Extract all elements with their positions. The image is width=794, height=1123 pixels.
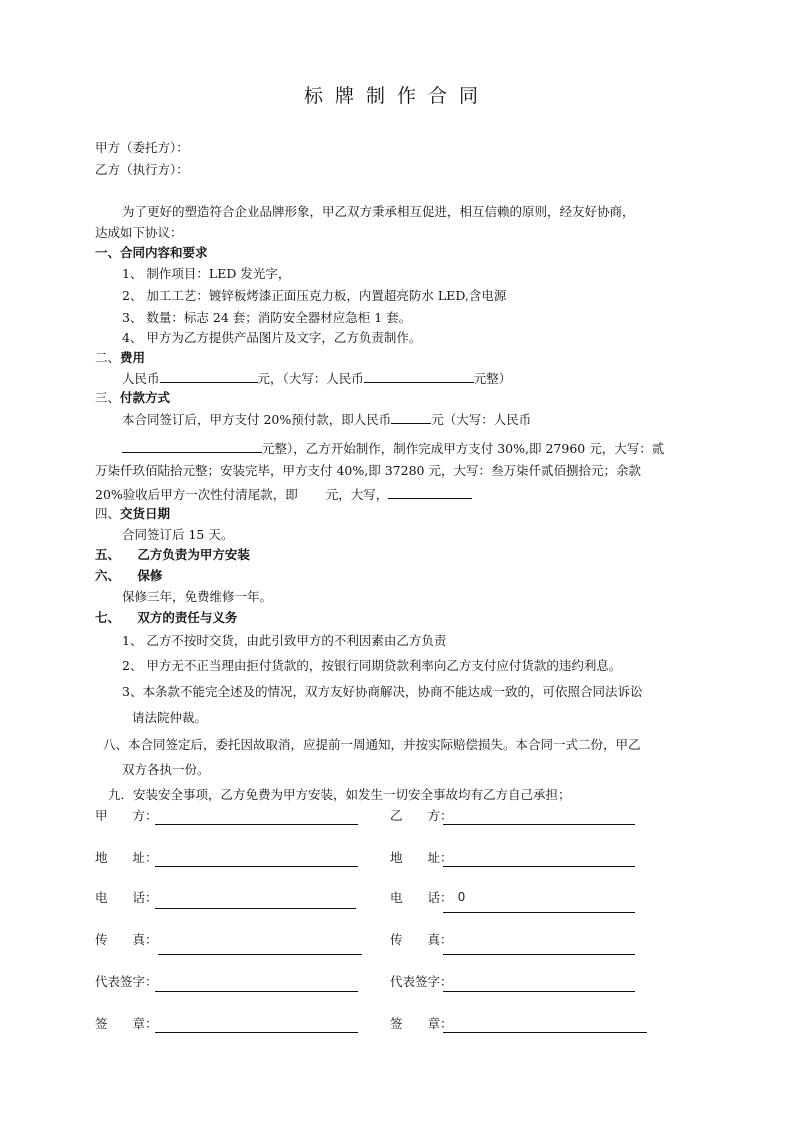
- t: 本合同签订后，甲方支付 20%预付款，即人民币: [122, 412, 392, 427]
- s7-item-cont: 请法院仲裁。: [132, 710, 208, 725]
- phone-label-a: 电 话：: [95, 890, 158, 905]
- section-9: 九．安装安全事项，乙方免费为甲方安装，如发生一切安全事故均有乙方自己承担；: [108, 787, 571, 802]
- sign-line[interactable]: [443, 824, 635, 825]
- s1-item: 1、 制作项目：LED 发光字，: [122, 266, 291, 281]
- s1-item: 3、 数量：标志 24 套；消防安全器材应急柜 1 套。: [122, 310, 412, 325]
- seal-label-b: 签 章：: [390, 1016, 453, 1031]
- sign-line[interactable]: [155, 866, 358, 867]
- address-label-a: 地 址：: [95, 850, 158, 865]
- sign-line[interactable]: [443, 912, 635, 913]
- fax-label-b: 传 真：: [390, 932, 453, 947]
- section-4-heading: [95, 506, 170, 522]
- t: 元，大写，: [325, 487, 389, 502]
- sign-line[interactable]: [155, 1032, 358, 1033]
- seal-label-a: 签 章：: [95, 1016, 158, 1031]
- s7-item: 2、 甲方无不正当理由拒付货款的，按银行同期贷款利率向乙方支付应付货款的违约利息。: [122, 658, 622, 673]
- warranty-text: 保修三年，免费维修一年。: [122, 589, 273, 604]
- payment-line: [95, 486, 472, 503]
- party-a-label: 甲方（委托方）：: [95, 140, 189, 155]
- section-3-heading: [95, 390, 170, 406]
- t: 元（大写：人民币: [431, 412, 532, 427]
- payment-line: [122, 411, 531, 428]
- sign-line[interactable]: [443, 1032, 647, 1033]
- section-8: 八、本合同签定后，委托因故取消，应提前一周通知，并按实际赔偿损失。本合同一式二份，甲乙: [103, 737, 641, 752]
- amount-words-blank[interactable]: [364, 370, 474, 383]
- payment-line: [122, 440, 664, 457]
- section-6-heading: 六、 保修: [95, 568, 163, 583]
- party-b-label: 乙方（执行方）：: [95, 162, 189, 177]
- sign-label-b: 乙 方：: [390, 808, 453, 823]
- t: 元整）: [473, 371, 512, 386]
- heading: 交货日期: [120, 506, 171, 521]
- section-8-cont: 双方各执一份。: [122, 762, 210, 777]
- num: 三、: [95, 390, 121, 405]
- section-5-heading: 五、 乙方负责为甲方安装: [95, 547, 250, 562]
- heading: 费用: [120, 350, 146, 365]
- num: 二、: [95, 350, 121, 365]
- delivery-text: 合同签订后 15 天。: [122, 527, 234, 542]
- sign-line[interactable]: [158, 954, 362, 955]
- fax-label-a: 传 真：: [95, 932, 158, 947]
- page-title: 标牌制作合同: [303, 85, 490, 107]
- num: 四、: [95, 506, 121, 521]
- t: 人民币: [122, 371, 160, 386]
- sign-line[interactable]: [155, 991, 358, 992]
- payment-line: 万柒仟玖佰陆拾元整；安装完毕，甲方支付 40%,即 37280 元，大写：叁万柒仟贰佰捌拾元；余款: [95, 463, 641, 478]
- sign-line[interactable]: [155, 824, 358, 825]
- s7-item: 1、 乙方不按时交货，由此引致甲方的不利因素由乙方负责: [122, 633, 447, 648]
- sign-line[interactable]: [155, 908, 356, 909]
- rep-label-b: 代表签字：: [390, 974, 453, 989]
- t: 元，（大写：人民币: [257, 371, 364, 386]
- section-2-heading: [95, 350, 145, 366]
- blank[interactable]: [122, 440, 262, 453]
- amount-blank[interactable]: [160, 370, 258, 383]
- blank[interactable]: [391, 411, 431, 424]
- intro-cont: 达成如下协议：: [95, 225, 183, 240]
- rep-label-a: 代表签字：: [95, 974, 158, 989]
- phone-label-b: 电 话：: [390, 890, 453, 905]
- s7-item: 3、本条款不能完全述及的情况，双方友好协商解决，协商不能达成一致的，可依照合同法诉讼: [122, 684, 643, 699]
- section-1-heading: 一、合同内容和要求: [95, 245, 208, 260]
- intro: 为了更好的塑造符合企业品牌形象，甲乙双方秉承相互促进，相互信赖的原则，经友好协商，: [122, 204, 635, 219]
- sign-line[interactable]: [443, 866, 635, 867]
- t: 20%验收后甲方一次性付清尾款，即: [95, 487, 298, 502]
- blank[interactable]: [388, 486, 472, 499]
- sign-line[interactable]: [443, 954, 635, 955]
- s1-item: 4、 甲方为乙方提供产品图片及文字，乙方负责制作。: [122, 330, 422, 345]
- phone-value-b: 0: [458, 890, 465, 904]
- t: 元整），乙方开始制作，制作完成甲方支付 30%,即 27960 元，大写：贰: [262, 441, 665, 456]
- sign-line[interactable]: [443, 991, 635, 992]
- section-7-heading: 七、 双方的责任与义务: [95, 610, 238, 625]
- fee-line: [122, 370, 511, 387]
- sign-label-a: 甲 方：: [95, 808, 158, 823]
- address-label-b: 地 址：: [390, 850, 453, 865]
- heading: 付款方式: [120, 390, 171, 405]
- s1-item: 2、 加工工艺：镀锌板烤漆正面压克力板，内置超亮防水 LED,含电源: [122, 288, 507, 303]
